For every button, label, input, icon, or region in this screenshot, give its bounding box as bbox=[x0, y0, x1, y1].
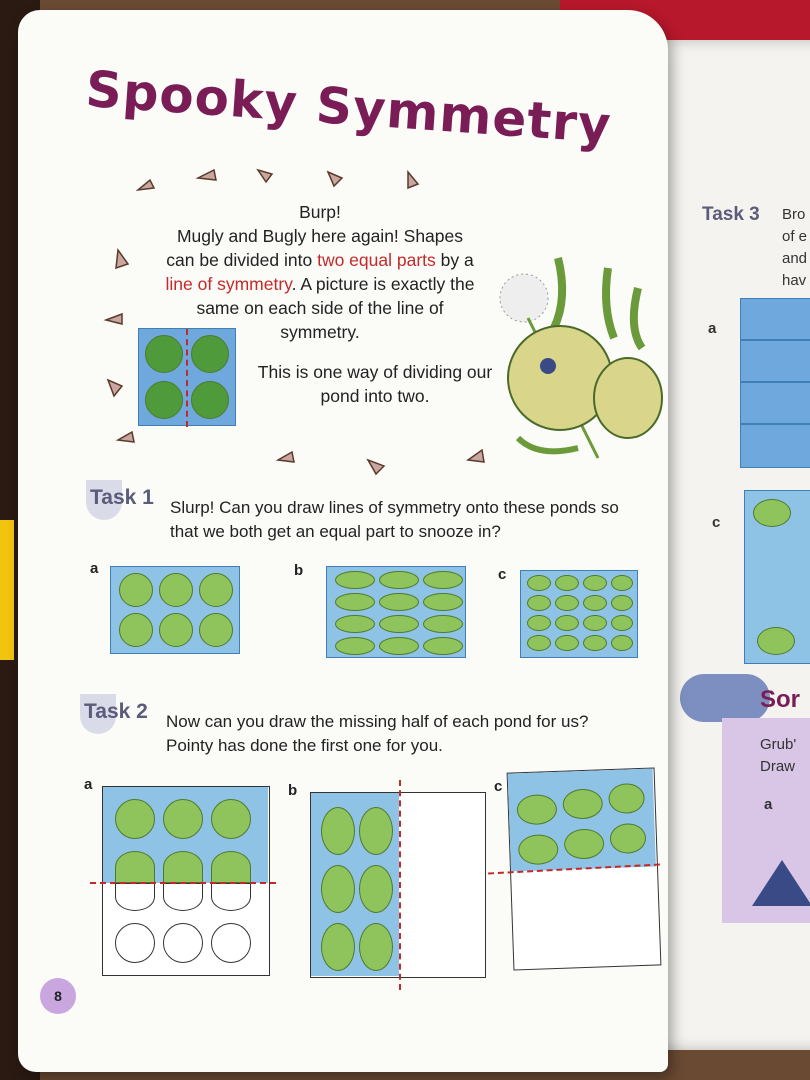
lily-pad bbox=[119, 573, 153, 607]
intro-line: symmetry. bbox=[280, 322, 360, 342]
lily-pad bbox=[423, 593, 463, 611]
lily-pad bbox=[321, 923, 355, 971]
symmetry-line bbox=[399, 780, 401, 990]
task2-instructions-line1: Now can you draw the missing half of each pond for us? bbox=[166, 712, 589, 731]
lily-pad bbox=[359, 865, 393, 913]
lily-pad-outline bbox=[163, 883, 203, 911]
right-task-label: Task 3 bbox=[702, 204, 760, 225]
lily-pad bbox=[335, 571, 375, 589]
intro-text-segment: . A picture is exactly the bbox=[291, 274, 475, 294]
task1-item-b-label: b bbox=[294, 562, 304, 579]
task1-label: Task 1 bbox=[90, 486, 154, 509]
lily-pad bbox=[159, 573, 193, 607]
lily-pad-outline bbox=[115, 883, 155, 911]
intro-text-segment: by a bbox=[435, 250, 474, 270]
lily-pad bbox=[159, 613, 193, 647]
right-text-fragment: of e bbox=[782, 228, 808, 245]
lily-pad bbox=[423, 571, 463, 589]
right-text-fragment: Draw bbox=[760, 758, 796, 775]
task1-pond-a[interactable] bbox=[110, 566, 240, 654]
witch-hat-illustration bbox=[752, 860, 810, 906]
lily-pad bbox=[423, 615, 463, 633]
lily-pad bbox=[379, 571, 419, 589]
lily-pad bbox=[379, 615, 419, 633]
lily-pad bbox=[611, 615, 633, 631]
task2-item-a-label: a bbox=[84, 776, 93, 793]
lily-pad bbox=[199, 613, 233, 647]
right-section-title: Sor bbox=[760, 686, 801, 713]
lily-pad bbox=[211, 851, 251, 883]
lily-pad bbox=[611, 575, 633, 591]
task1-instructions-line2: that we both get an equal part to snooze in? bbox=[170, 522, 501, 541]
task1-item-c-label: c bbox=[498, 566, 507, 583]
task2-label: Task 2 bbox=[84, 700, 148, 723]
intro-text-segment: can be divided into bbox=[166, 250, 318, 270]
grid-line bbox=[741, 339, 810, 341]
lily-pad bbox=[191, 335, 229, 373]
highlight-two-equal-parts: two equal parts bbox=[317, 250, 436, 270]
lily-pad bbox=[527, 575, 551, 591]
lily-pad bbox=[335, 615, 375, 633]
lily-pad-outline bbox=[211, 883, 251, 911]
right-text-fragment: hav bbox=[782, 272, 807, 289]
lily-pad bbox=[379, 637, 419, 655]
task1-pond-c[interactable] bbox=[520, 570, 638, 658]
symmetry-line bbox=[186, 329, 188, 427]
grid-line bbox=[741, 423, 810, 425]
task2-pond-b[interactable] bbox=[310, 792, 486, 978]
lily-pad-outline bbox=[115, 923, 155, 963]
intro-line bbox=[130, 248, 510, 272]
right-grid-c bbox=[744, 490, 810, 664]
lily-pad bbox=[211, 799, 251, 839]
right-text-fragment: Grub' bbox=[760, 736, 797, 753]
lily-pad bbox=[145, 335, 183, 373]
lily-pad bbox=[359, 923, 393, 971]
lily-pad bbox=[163, 851, 203, 883]
lily-pad bbox=[611, 635, 633, 651]
lily-pad bbox=[191, 381, 229, 419]
cloud-illustration bbox=[680, 674, 770, 722]
lily-pad bbox=[119, 613, 153, 647]
lily-pad bbox=[335, 593, 375, 611]
lily-pad bbox=[321, 865, 355, 913]
lily-pad bbox=[555, 595, 579, 611]
highlight-line-of-symmetry: line of symmetry bbox=[165, 274, 292, 294]
lily-pad bbox=[583, 635, 607, 651]
right-item-label: c bbox=[712, 514, 721, 531]
task2-pond-a[interactable] bbox=[102, 786, 270, 976]
task1-instructions-line1: Slurp! Can you draw lines of symmetry onto these ponds so bbox=[170, 498, 619, 517]
lily-pad bbox=[115, 851, 155, 883]
lily-pad bbox=[115, 799, 155, 839]
lily-pad bbox=[527, 635, 551, 651]
lily-pad bbox=[335, 637, 375, 655]
lily-pad bbox=[583, 615, 607, 631]
lily-pad bbox=[321, 807, 355, 855]
lily-pad bbox=[583, 595, 607, 611]
task2-item-c-label: c bbox=[494, 778, 503, 795]
lily-pad bbox=[379, 593, 419, 611]
intro-line: same on each side of the line of bbox=[196, 298, 444, 318]
right-item-label: a bbox=[764, 796, 773, 813]
lily-pad bbox=[555, 575, 579, 591]
lily-pad bbox=[757, 627, 795, 655]
frogs-illustration bbox=[488, 248, 668, 478]
workbook-page bbox=[18, 10, 668, 1072]
task1-pond-b[interactable] bbox=[326, 566, 466, 658]
grid-line bbox=[741, 381, 810, 383]
task1-item-a-label: a bbox=[90, 560, 99, 577]
lily-pad bbox=[611, 595, 633, 611]
task2-instructions-line2: Pointy has done the first one for you. bbox=[166, 736, 443, 755]
right-item-label: a bbox=[708, 320, 717, 337]
right-text-fragment: Bro bbox=[782, 206, 806, 223]
lily-pad bbox=[423, 637, 463, 655]
right-text-fragment: and bbox=[782, 250, 808, 267]
lily-pad bbox=[527, 615, 551, 631]
page-number: 8 bbox=[40, 978, 76, 1014]
background-book-yellow bbox=[0, 520, 14, 660]
intro-line bbox=[130, 272, 510, 296]
lily-pad bbox=[163, 799, 203, 839]
lily-pad bbox=[583, 575, 607, 591]
dragonflies-decoration bbox=[268, 440, 508, 480]
lily-pad bbox=[359, 807, 393, 855]
intro-text bbox=[130, 200, 510, 344]
lily-pad bbox=[145, 381, 183, 419]
task2-item-b-label: b bbox=[288, 782, 298, 799]
lily-pad bbox=[199, 573, 233, 607]
intro-line: Mugly and Bugly here again! Shapes bbox=[176, 226, 464, 246]
right-grid-a bbox=[740, 298, 810, 468]
lily-pad-outline bbox=[163, 923, 203, 963]
lily-pad-outline bbox=[211, 923, 251, 963]
intro-line: Burp! bbox=[299, 202, 341, 222]
example-pond bbox=[138, 328, 236, 426]
lily-pad bbox=[555, 615, 579, 631]
symmetry-line bbox=[90, 882, 276, 884]
example-caption: This is one way of dividing our pond into two. bbox=[257, 362, 493, 406]
lily-pad bbox=[555, 635, 579, 651]
lily-pad bbox=[527, 595, 551, 611]
page-title: Spooky Symmetry bbox=[83, 60, 614, 155]
lily-pad bbox=[753, 499, 791, 527]
